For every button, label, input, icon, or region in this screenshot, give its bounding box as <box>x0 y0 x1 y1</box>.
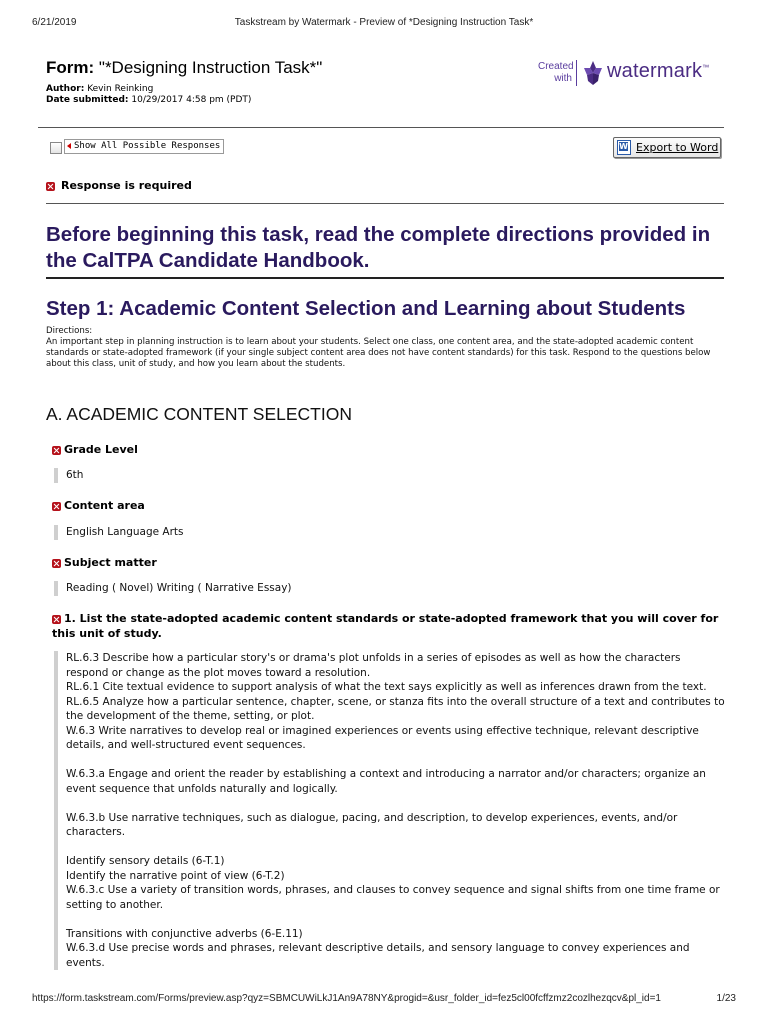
show-all-checkbox[interactable] <box>50 142 62 154</box>
divider <box>38 127 724 128</box>
divider <box>46 203 724 204</box>
standard-line: Identify sensory details (6-T.1) <box>66 855 225 867</box>
standard-line: W.6.3.c Use a variety of transition words, phrases, and clauses to convey sequence and signal shifts from one time frame or setting to another. <box>66 884 720 911</box>
required-legend: Response is required <box>46 179 192 192</box>
question-label: Grade Level <box>52 442 722 457</box>
date-submitted-line <box>46 95 251 105</box>
required-icon <box>52 559 61 568</box>
author-label: Author: <box>46 84 85 94</box>
watermark-logo <box>538 60 728 90</box>
standard-line: RL.6.1 Cite textual evidence to support analysis of what the text says explicitly as well as inferences drawn from the text. <box>66 681 707 693</box>
print-date: 6/21/2019 <box>32 17 77 28</box>
directions-label: Directions: <box>46 326 93 336</box>
standard-line: RL.6.5 Analyze how a particular sentence, chapter, scene, or stanza fits into the overall structure of a text and contributes to the development of the theme, setting, or plot. <box>66 695 725 722</box>
step-title: Step 1: Academic Content Selection and Learning about Students <box>46 297 686 320</box>
intro-heading: Before beginning this task, read the complete directions provided in the CalTPA Candidate Handbook. <box>46 223 711 272</box>
required-icon <box>52 502 61 511</box>
form-title <box>46 58 322 78</box>
section-title: A. ACADEMIC CONTENT SELECTION <box>46 404 352 424</box>
answer-subject-matter: Reading ( Novel) Writing ( Narrative Essay) <box>54 581 292 596</box>
red-arrow-icon <box>67 143 71 149</box>
print-url: https://form.taskstream.com/Forms/preview.asp?qyz=SBMCUWiLkJ1An9A78NY&progid=&usr_folder_id=fez5cl00fcffzmz2cozlhezqcv&pl_id=1 <box>32 993 661 1004</box>
standard-line: RL.6.3 Describe how a particular story's or drama's plot unfolds in a series of episodes as well as how the characters respond or change as the plot moves toward a resolution. <box>66 652 681 679</box>
standard-line: W.6.3.d Use precise words and phrases, relevant descriptive details, and sensory language to convey experiences and events. <box>66 942 690 969</box>
watermark-wordmark: watermark™ <box>607 60 710 82</box>
form-label: Form: <box>46 58 95 77</box>
answer-grade-level: 6th <box>54 468 83 483</box>
standard-line: Identify the narrative point of view (6-T.2) <box>66 869 285 882</box>
created-with-text: Created with <box>538 61 574 84</box>
required-icon <box>46 182 55 191</box>
date-submitted-value: 10/29/2017 4:58 pm (PDT) <box>131 95 252 105</box>
author-line <box>46 84 153 94</box>
date-submitted-label: Date submitted: <box>46 95 129 105</box>
watermark-mark-icon <box>582 60 604 86</box>
show-all-responses-button[interactable]: Show All Possible Responses <box>64 139 224 154</box>
logo-divider <box>576 60 577 86</box>
question-label: 1. List the state-adopted academic content standards or state-adopted framework that you will cover for this unit of study. <box>52 612 719 640</box>
required-icon <box>52 615 61 624</box>
print-title: Taskstream by Watermark - Preview of *Designing Instruction Task* <box>234 17 534 28</box>
question-label: Subject matter <box>52 555 722 570</box>
standard-line: W.6.3 Write narratives to develop real or imagined experiences or events using effective technique, relevant descriptive details, and well-structured event sequences. <box>66 724 699 751</box>
print-page-number: 1/23 <box>716 993 736 1004</box>
answer-standards <box>54 651 726 970</box>
author-name: Kevin Reinking <box>87 84 154 94</box>
word-document-icon <box>617 140 631 155</box>
export-to-word-button[interactable]: W Export to Word <box>613 137 721 158</box>
divider <box>46 277 724 279</box>
standard-line: W.6.3.a Engage and orient the reader by establishing a context and introducing a narrator and/or characters; organize an event sequence that unfolds naturally and logically. <box>66 768 706 795</box>
standard-line: Transitions with conjunctive adverbs (6-E.11) <box>66 927 303 940</box>
answer-content-area: English Language Arts <box>54 525 184 540</box>
directions-text: An important step in planning instruction is to learn about your students. Select one class, one content area, and the state-adopted academic content standards or state-adopted framework (if your single subject content area does not have content standards) for this task. Respond to the questions below about this class, unit of study, and how you learn about the students. <box>46 337 711 369</box>
step-directions <box>46 326 718 370</box>
standard-line: W.6.3.b Use narrative techniques, such as dialogue, pacing, and description, to develop experiences, events, and/or characters. <box>66 811 678 838</box>
required-icon <box>52 446 61 455</box>
question-label: Content area <box>52 498 722 513</box>
form-name: "*Designing Instruction Task*" <box>98 58 323 77</box>
